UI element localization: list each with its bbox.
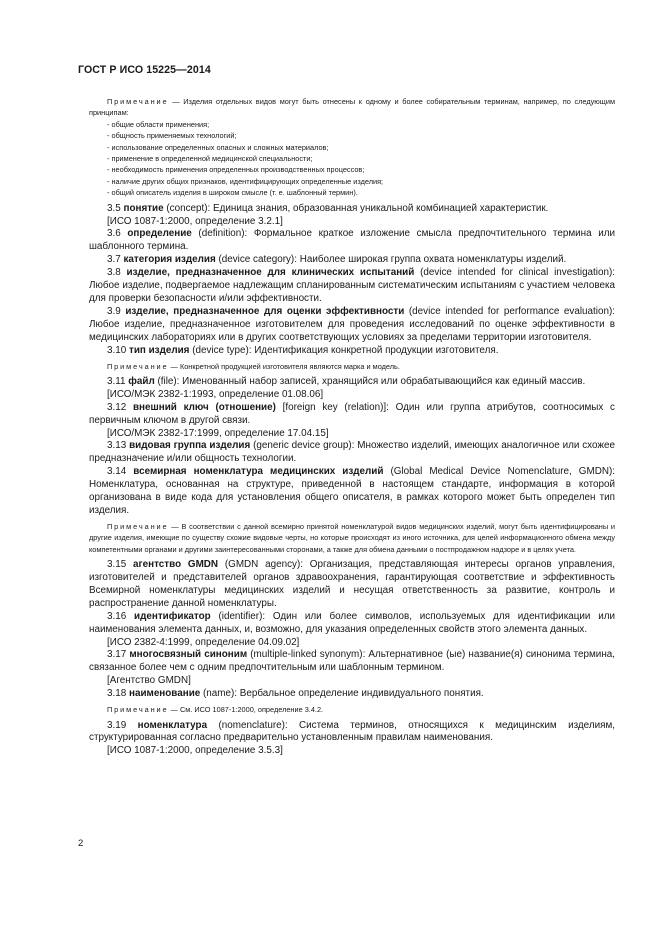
- term-definition: (device intended for performance evaluation): Любое изделие, предназначенное изготовителем для проведения исследований по оценке эффективности в медицинских лабораториях или в других соответствующих условиях за пределами территории изготовителя.: [89, 305, 615, 343]
- term-3-17: [89, 649, 615, 675]
- term-number: 3.10: [107, 344, 127, 356]
- term-reference: [Агентство GMDN]: [107, 675, 191, 687]
- term-number: 3.14: [107, 466, 127, 478]
- note-2: [89, 361, 615, 372]
- note-3: [89, 521, 615, 555]
- term-3-8: [89, 267, 615, 306]
- term-3-5: [89, 203, 615, 216]
- term-reference: [ИСО 1087-1:2000, определение 3.2.1]: [107, 215, 283, 227]
- term-definition: (definition): Формальное краткое изложение смысла предпочтительного термина или шаблонного термина.: [89, 228, 615, 253]
- term-name: всемирная номенклатура медицинских изделий: [133, 466, 384, 478]
- term-definition: (nomenclature): Система терминов, относящихся к медицинским изделиям, структурированная согласно предварительно установленным правилам наименования.: [89, 719, 615, 744]
- term-definition: (generic device group): Множество изделий, имеющих аналогичное или схожее предназначение и/или общность технологии.: [89, 440, 615, 465]
- term-definition: (name): Вербальное определение индивидуального понятия.: [200, 688, 484, 700]
- term-reference: [ИСО/МЭК 2382-1:1993, определение 01.08.06]: [107, 388, 324, 400]
- note-text: — См. ИСО 1087-1:2000, определение 3.4.2.: [168, 705, 324, 715]
- list-item: - общий описатель изделия в широком смысле (т. е. шаблонный термин).: [107, 188, 358, 198]
- page-content: [89, 96, 615, 758]
- list-item: - общность применяемых технологий;: [107, 131, 237, 141]
- term-number: 3.13: [107, 440, 127, 452]
- term-name: идентификатор: [134, 610, 211, 622]
- term-number: 3.17: [107, 649, 127, 661]
- list-item: - наличие других общих признаков, идентифицирующих определенные изделия;: [107, 176, 384, 186]
- list-item: - общие области применения;: [107, 119, 210, 129]
- term-definition: [foreign key (relation)]: Один или группа атрибутов, соотносимых с первичным ключом в другой связи.: [89, 401, 615, 426]
- term-number: 3.5: [107, 202, 121, 214]
- term-3-9: [89, 306, 615, 345]
- term-name: категория изделия: [123, 254, 216, 266]
- term-number: 3.19: [107, 719, 127, 731]
- term-name: видовая группа изделия: [129, 440, 251, 452]
- term-reference: [ИСО 2382-4:1999, определение 04.09.02]: [107, 636, 300, 648]
- term-3-11: [89, 376, 615, 389]
- term-definition: (identifier): Один или более символов, используемых для идентификации или наименования элемента данных, и, возможно, для указания определенных свойств этого элемента данных.: [89, 610, 616, 635]
- term-3-12: [89, 402, 615, 428]
- note-label: Примечание: [107, 705, 169, 715]
- term-number: 3.6: [107, 228, 121, 240]
- term-3-18: [89, 688, 615, 701]
- term-name: определение: [127, 228, 192, 240]
- term-3-6: [89, 228, 615, 254]
- document-header: ГОСТ Р ИСО 15225—2014: [78, 64, 211, 76]
- term-number: 3.12: [107, 401, 127, 413]
- term-number: 3.8: [107, 267, 121, 279]
- term-number: 3.11: [107, 375, 126, 387]
- term-definition: (concept): Единица знания, образованная уникальной комбинацией характеристик.: [163, 202, 549, 214]
- term-3-15: [89, 559, 615, 611]
- page-number: 2: [78, 838, 84, 849]
- term-number: 3.7: [107, 254, 121, 266]
- term-name: файл: [128, 375, 155, 387]
- term-3-13: [89, 440, 615, 466]
- term-name: изделие, предназначенное для клинических испытаний: [126, 267, 415, 279]
- term-name: номенклатура: [137, 719, 208, 731]
- term-3-16: [89, 611, 615, 637]
- term-definition: (device type): Идентификация конкретной продукции изготовителя.: [189, 344, 499, 356]
- term-3-19: [89, 720, 615, 746]
- term-3-14: [89, 466, 615, 518]
- note-1: [89, 96, 615, 119]
- term-reference: [ИСО 1087-1:2000, определение 3.5.3]: [107, 745, 283, 757]
- term-definition: (device intended for clinical investigation): Любое изделие, подвергаемое надлежащим спланированным систематическим испытаниям с участием человека для проверки безопасности и/или эффективности.: [89, 267, 616, 304]
- term-definition: (GMDN agency): Организация, представляющая интересы органов управления, изготовителей и представителей органов здравоохранения, гарантирующая соответствие и эффективность Всемирной номенклатуры медицинских изделий и несущая ответственность за развитие, контроль и распространение данной номенклатуры.: [89, 559, 615, 609]
- term-name: наименование: [128, 688, 201, 700]
- term-number: 3.15: [107, 559, 127, 571]
- list-item: - применение в определенной медицинской специальности;: [107, 154, 313, 164]
- term-3-7: [89, 254, 615, 267]
- term-reference: [ИСО/МЭК 2382-17:1999, определение 17.04.15]: [107, 427, 329, 439]
- list-item: - использование определенных опасных и сложных материалов;: [107, 142, 329, 152]
- note-text: — Изделия отдельных видов могут быть отнесены к одному и более собирательным терминам, например, по следующим принципам:: [89, 97, 615, 118]
- term-number: 3.18: [107, 688, 127, 700]
- note-1-list: [107, 119, 615, 199]
- note-text: — В соответствии с данной всемирно принятой номенклатурой видов медицинских изделий, могут быть идентифицированы и другие изделия, имеющие по существу схожие видовые черты, но которые происходят из иного источника, для целей информационного обмена между компетентными органами и другими заинтересованными сторонами, а также для обмена данными о постпродажном надзоре и в целях учета.: [89, 521, 615, 554]
- note-label: Примечание: [107, 361, 169, 371]
- term-number: 3.16: [107, 610, 127, 622]
- term-definition: (Global Medical Device Nomenclature, GMDN): Номенклатура, основанная на структуре, приведенной в настоящем стандарте, информация в которой организована в виде кода для установления общего описателя, в рамках которого может быть определен тип изделия.: [89, 466, 616, 516]
- term-name: внешний ключ (отношение): [132, 401, 276, 413]
- list-item: - необходимость применения определенных производственных процессов;: [107, 165, 365, 175]
- term-name: многосвязный синоним: [129, 649, 248, 661]
- term-name: изделие, предназначенное для оценки эффективности: [125, 305, 405, 317]
- term-definition: (file): Именованный набор записей, хранящийся или обрабатывающийся как единый массив.: [154, 375, 586, 387]
- note-label: Примечание: [107, 521, 169, 531]
- note-text: — Конкретной продукцией изготовителя являются марка и модель.: [168, 361, 400, 371]
- term-definition: (multiple-linked synonym): Альтернативное (ые) название(я) синонима термина, связанное более чем с одним предпочтительным или шаблонным термином.: [89, 649, 616, 674]
- term-name: тип изделия: [128, 344, 190, 356]
- term-number: 3.9: [107, 305, 121, 317]
- term-3-10: [89, 345, 615, 358]
- note-4: [89, 704, 615, 715]
- term-definition: (device category): Наиболее широкая группа охвата номенклатуры изделий.: [215, 254, 567, 266]
- note-label: Примечание: [107, 97, 169, 106]
- term-name: понятие: [123, 202, 164, 214]
- term-name: агентство GMDN: [133, 559, 219, 571]
